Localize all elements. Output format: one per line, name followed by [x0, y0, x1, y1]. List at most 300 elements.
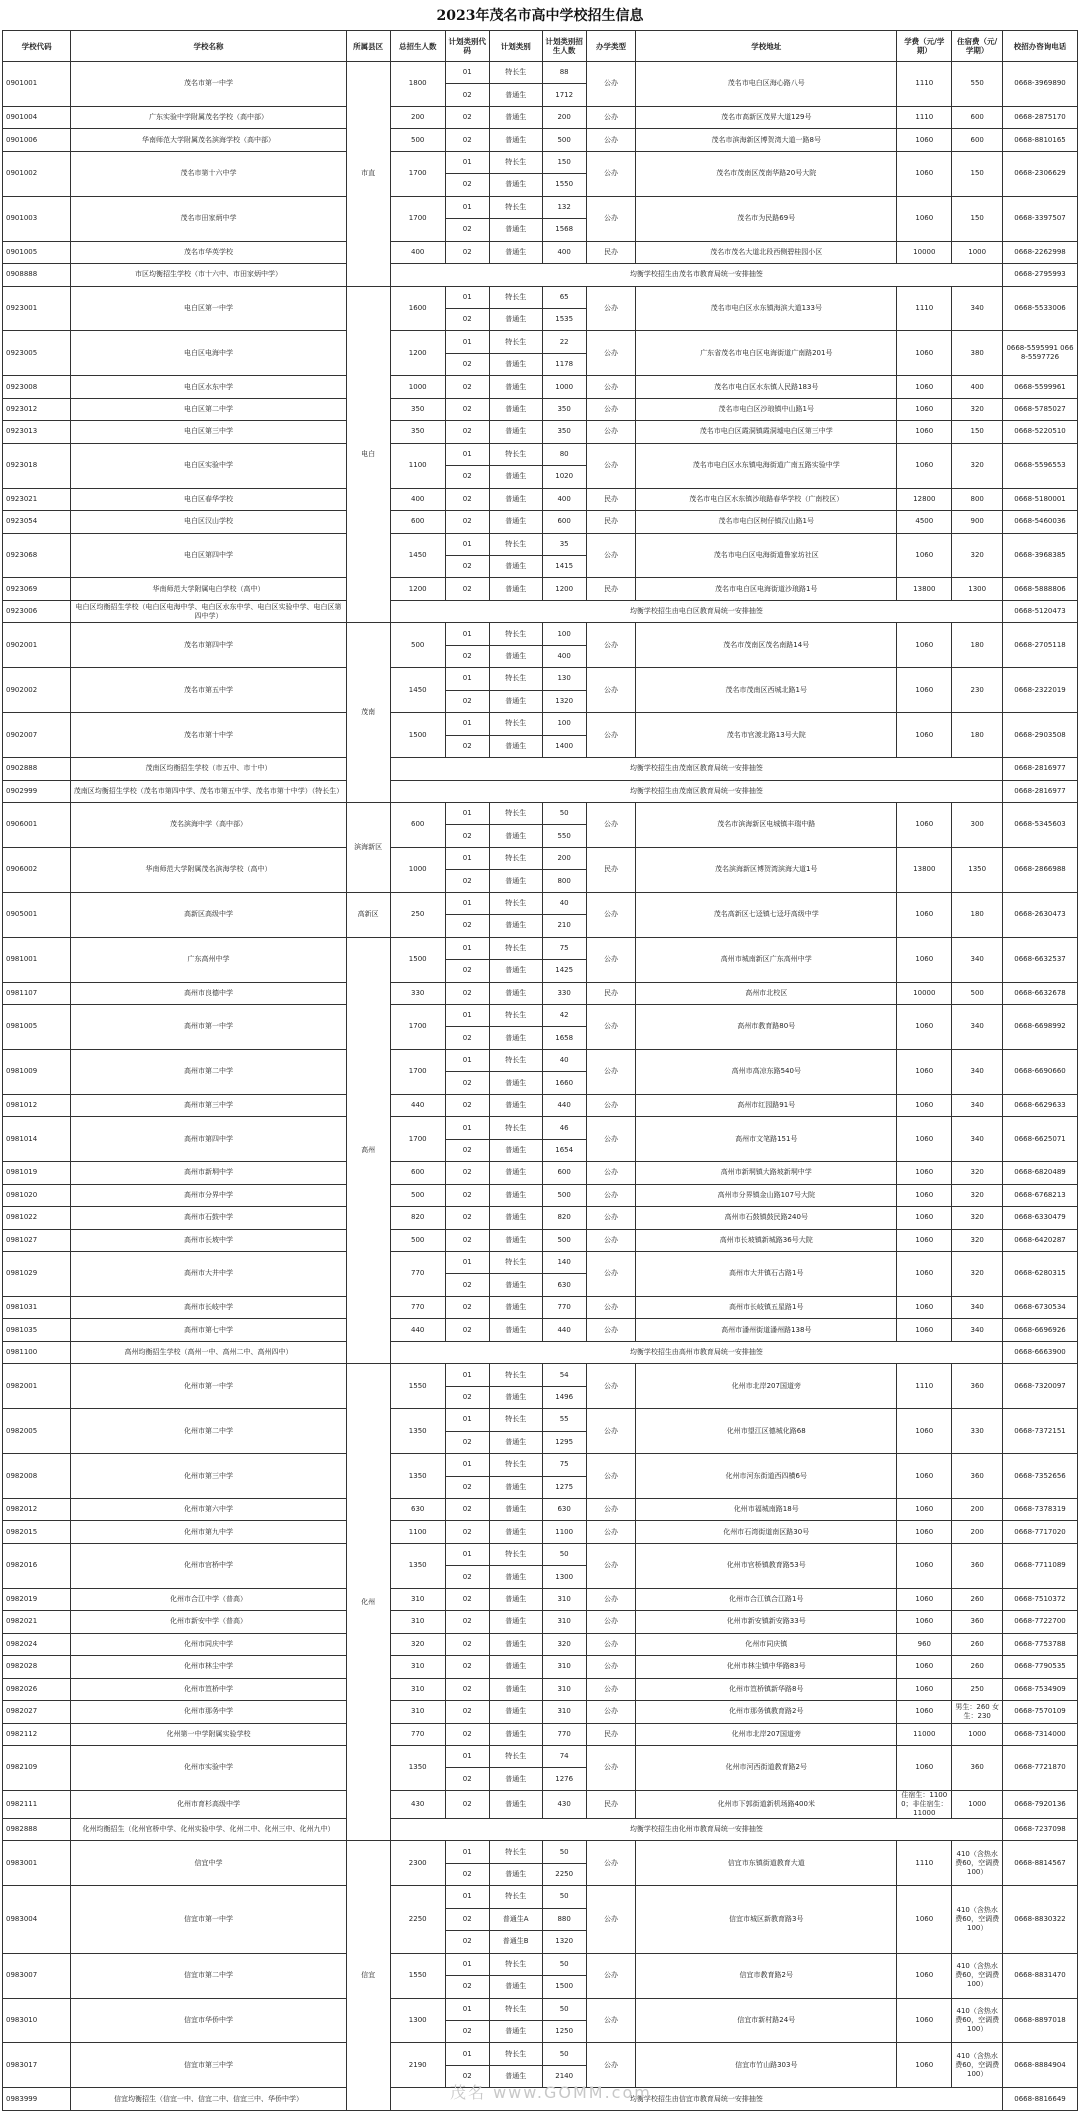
- school-code: 0982012: [3, 1499, 71, 1521]
- plan-category: 特长生: [489, 2043, 542, 2065]
- school-type: 公办: [586, 1409, 636, 1454]
- school-name: 电白区第一中学: [71, 286, 346, 331]
- plan-code: 02: [445, 960, 489, 982]
- school-name: 化州市官桥中学: [71, 1543, 346, 1588]
- school-type: 民办: [586, 511, 636, 533]
- phone-cell: 0668-6730534: [1003, 1296, 1078, 1318]
- tuition-fee: 960: [897, 1633, 952, 1655]
- total-enrollment: 500: [390, 1184, 445, 1206]
- total-enrollment: 820: [390, 1207, 445, 1229]
- total-enrollment: 310: [390, 1678, 445, 1700]
- tuition-fee: 1060: [897, 2043, 952, 2088]
- total-enrollment: 310: [390, 1656, 445, 1678]
- school-type: 公办: [586, 1454, 636, 1499]
- plan-category: 普通生: [489, 129, 542, 151]
- plan-category: 普通生: [489, 578, 542, 600]
- plan-count: 50: [542, 1953, 586, 1975]
- phone-cell: 0668-6632537: [1003, 937, 1078, 982]
- school-address: 茂名市电白区海心路八号: [636, 62, 897, 107]
- school-type: 公办: [586, 1364, 636, 1409]
- school-type: 民办: [586, 1723, 636, 1745]
- table-row: [3, 1184, 1078, 1206]
- school-type: 公办: [586, 1611, 636, 1633]
- school-type: 公办: [586, 1886, 636, 1953]
- plan-code: 01: [445, 331, 489, 353]
- school-type: 公办: [586, 331, 636, 376]
- plan-category: 普通生: [489, 421, 542, 443]
- dorm-fee: 800: [952, 488, 1003, 510]
- plan-count: 310: [542, 1678, 586, 1700]
- plan-code: 02: [445, 1701, 489, 1723]
- school-address: 化州市新安镇新安路33号: [636, 1611, 897, 1633]
- school-code: 0982026: [3, 1678, 71, 1700]
- school-address: 高州市城南新区广东高州中学: [636, 937, 897, 982]
- dorm-fee: 260: [952, 1588, 1003, 1610]
- plan-count: 1496: [542, 1386, 586, 1408]
- plan-code: 01: [445, 1049, 489, 1071]
- table-row: [3, 196, 1078, 218]
- table-row: [3, 1117, 1078, 1139]
- tuition-fee: 1060: [897, 1005, 952, 1050]
- table-row: [3, 1454, 1078, 1476]
- plan-count: 630: [542, 1499, 586, 1521]
- plan-code: 02: [445, 84, 489, 106]
- plan-category: 普通生: [489, 690, 542, 712]
- dorm-fee: 340: [952, 1094, 1003, 1116]
- table-row: [3, 713, 1078, 735]
- tuition-fee: 1060: [897, 1588, 952, 1610]
- dorm-fee: 150: [952, 196, 1003, 241]
- plan-category: 普通生: [489, 1566, 542, 1588]
- plan-code: 02: [445, 511, 489, 533]
- school-code: 0905001: [3, 892, 71, 937]
- total-enrollment: 1200: [390, 331, 445, 376]
- plan-category: 普通生: [489, 1678, 542, 1700]
- total-enrollment: 250: [390, 892, 445, 937]
- tuition-fee: 1060: [897, 421, 952, 443]
- phone-cell: 0668-7717020: [1003, 1521, 1078, 1543]
- school-address: 茂名市电白区水东镇沙琅路春华学校（广南校区）: [636, 488, 897, 510]
- school-name: 高州市第七中学: [71, 1319, 346, 1341]
- plan-code: 01: [445, 1409, 489, 1431]
- plan-code: 02: [445, 1976, 489, 1998]
- plan-count: 22: [542, 331, 586, 353]
- dorm-fee: 340: [952, 937, 1003, 982]
- plan-count: 35: [542, 533, 586, 555]
- school-code: 0901001: [3, 62, 71, 107]
- school-address: 茂名市为民路69号: [636, 196, 897, 241]
- column-header: 所属县区: [346, 31, 390, 62]
- school-code: 0902001: [3, 623, 71, 668]
- column-header: 校招办咨询电话: [1003, 31, 1078, 62]
- school-type: 公办: [586, 1162, 636, 1184]
- school-code: 0901003: [3, 196, 71, 241]
- phone-cell: 0668-2630473: [1003, 892, 1078, 937]
- phone-cell: 0668-6696926: [1003, 1319, 1078, 1341]
- tuition-fee: 1060: [897, 1117, 952, 1162]
- phone-cell: 0668-8897018: [1003, 1998, 1078, 2043]
- school-address: 茂名市电白区水东镇海滨大道133号: [636, 286, 897, 331]
- plan-category: 特长生: [489, 1745, 542, 1767]
- dorm-fee: 360: [952, 1454, 1003, 1499]
- tuition-fee: 1060: [897, 1184, 952, 1206]
- plan-count: 500: [542, 1184, 586, 1206]
- plan-category: 普通生: [489, 1633, 542, 1655]
- table-row: [3, 1341, 1078, 1363]
- plan-count: 54: [542, 1364, 586, 1386]
- plan-category: 普通生: [489, 1386, 542, 1408]
- plan-code: 02: [445, 174, 489, 196]
- table-row: [3, 982, 1078, 1004]
- table-row: [3, 264, 1078, 286]
- tuition-fee: 1060: [897, 1229, 952, 1251]
- table-row: [3, 1162, 1078, 1184]
- plan-count: 600: [542, 511, 586, 533]
- table-body: [3, 62, 1078, 2111]
- plan-code: 02: [445, 982, 489, 1004]
- tuition-fee: 1060: [897, 1998, 952, 2043]
- plan-category: 普通生: [489, 1319, 542, 1341]
- plan-category: 特长生: [489, 1886, 542, 1908]
- plan-category: 普通生: [489, 1976, 542, 1998]
- plan-category: 普通生: [489, 1863, 542, 1885]
- school-name: 广东实验中学附属茂名学校（高中部）: [71, 106, 346, 128]
- plan-category: 普通生: [489, 1229, 542, 1251]
- school-code: 0923054: [3, 511, 71, 533]
- plan-category: 普通生: [489, 1656, 542, 1678]
- phone-cell: 0668-6625071: [1003, 1117, 1078, 1162]
- school-name: 高州市新垌中学: [71, 1162, 346, 1184]
- table-row: [3, 1656, 1078, 1678]
- lottery-note: 均衡学校招生由化州市教育局统一安排抽签: [390, 1818, 1002, 1840]
- school-code: 0981009: [3, 1049, 71, 1094]
- plan-count: 350: [542, 421, 586, 443]
- plan-code: 02: [445, 466, 489, 488]
- plan-category: 特长生: [489, 331, 542, 353]
- dorm-fee: 600: [952, 129, 1003, 151]
- tuition-fee: 1060: [897, 668, 952, 713]
- tuition-fee: 1060: [897, 1701, 952, 1723]
- plan-category: 特长生: [489, 937, 542, 959]
- plan-code: 01: [445, 1252, 489, 1274]
- school-type: 公办: [586, 1678, 636, 1700]
- school-type: 公办: [586, 623, 636, 668]
- tuition-fee: 1060: [897, 376, 952, 398]
- total-enrollment: 1450: [390, 668, 445, 713]
- plan-code: 01: [445, 286, 489, 308]
- plan-code: 01: [445, 196, 489, 218]
- dorm-fee: 150: [952, 421, 1003, 443]
- school-address: 高州市长岐镇五星路1号: [636, 1296, 897, 1318]
- school-address: 高州市分界镇金山路107号大院: [636, 1184, 897, 1206]
- school-code: 0981100: [3, 1341, 71, 1363]
- plan-count: 75: [542, 937, 586, 959]
- tuition-fee: 1060: [897, 196, 952, 241]
- phone-cell: 0668-6420287: [1003, 1229, 1078, 1251]
- plan-count: 1276: [542, 1768, 586, 1790]
- school-code: 0982021: [3, 1611, 71, 1633]
- total-enrollment: 350: [390, 421, 445, 443]
- table-row: [3, 1745, 1078, 1767]
- table-row: [3, 1207, 1078, 1229]
- plan-code: 01: [445, 668, 489, 690]
- plan-code: 02: [445, 1229, 489, 1251]
- dorm-fee: 180: [952, 623, 1003, 668]
- school-name: 化州市第一中学: [71, 1364, 346, 1409]
- school-code: 0901004: [3, 106, 71, 128]
- school-type: 公办: [586, 937, 636, 982]
- table-row: [3, 1252, 1078, 1274]
- plan-category: 普通生: [489, 1072, 542, 1094]
- plan-count: 1425: [542, 960, 586, 982]
- total-enrollment: 770: [390, 1723, 445, 1745]
- school-address: 茂名市电白区沙琅镇中山路1号: [636, 398, 897, 420]
- table-row: [3, 1633, 1078, 1655]
- school-type: 公办: [586, 376, 636, 398]
- plan-count: 2250: [542, 1863, 586, 1885]
- plan-code: 02: [445, 735, 489, 757]
- school-type: 公办: [586, 1252, 636, 1297]
- plan-count: 820: [542, 1207, 586, 1229]
- table-row: [3, 106, 1078, 128]
- phone-cell: 0668-7314000: [1003, 1723, 1078, 1745]
- dorm-fee: 1300: [952, 578, 1003, 600]
- tuition-fee: 1060: [897, 1207, 952, 1229]
- plan-count: 880: [542, 1908, 586, 1930]
- plan-count: 100: [542, 623, 586, 645]
- plan-category: 普通生: [489, 2065, 542, 2087]
- school-type: 公办: [586, 1094, 636, 1116]
- plan-count: 1100: [542, 1521, 586, 1543]
- phone-cell: 0668-7711089: [1003, 1543, 1078, 1588]
- school-address: 高州市石鼓镇鼓民路240号: [636, 1207, 897, 1229]
- table-row: [3, 1790, 1078, 1818]
- school-name: 华南师范大学附属电白学校（高中）: [71, 578, 346, 600]
- plan-category: 普通生: [489, 466, 542, 488]
- school-name: 电白区春华学校: [71, 488, 346, 510]
- tuition-fee: 1110: [897, 286, 952, 331]
- school-code: 0901002: [3, 151, 71, 196]
- phone-cell: 0668-5533006: [1003, 286, 1078, 331]
- total-enrollment: 500: [390, 623, 445, 668]
- total-enrollment: 1500: [390, 713, 445, 758]
- school-name: 高州市第二中学: [71, 1049, 346, 1094]
- phone-cell: 0668-2875170: [1003, 106, 1078, 128]
- plan-count: 50: [542, 2043, 586, 2065]
- school-name: 电白区汉山学校: [71, 511, 346, 533]
- dorm-fee: 250: [952, 1678, 1003, 1700]
- table-row: [3, 600, 1078, 622]
- school-code: 0982109: [3, 1745, 71, 1790]
- school-code: 0981029: [3, 1252, 71, 1297]
- plan-count: 50: [542, 1886, 586, 1908]
- plan-count: 140: [542, 1252, 586, 1274]
- school-code: 0982005: [3, 1409, 71, 1454]
- school-address: 化州市下郭街道新机场路400米: [636, 1790, 897, 1818]
- plan-count: 100: [542, 713, 586, 735]
- school-code: 0981031: [3, 1296, 71, 1318]
- school-address: 茂名市茂南区西城北路1号: [636, 668, 897, 713]
- school-address: 广东省茂名市电白区电海街道广南路201号: [636, 331, 897, 376]
- phone-cell: 0668-3397507: [1003, 196, 1078, 241]
- school-address: 信宜市教育路2号: [636, 1953, 897, 1998]
- plan-category: 普通生: [489, 1476, 542, 1498]
- school-code: 0982016: [3, 1543, 71, 1588]
- plan-count: 1500: [542, 1976, 586, 1998]
- plan-code: 02: [445, 1027, 489, 1049]
- phone-cell: 0668-7510372: [1003, 1588, 1078, 1610]
- plan-code: 01: [445, 847, 489, 869]
- school-address: 化州市林尘镇中华路83号: [636, 1656, 897, 1678]
- phone-cell: 0668-2322019: [1003, 668, 1078, 713]
- phone-cell: 0668-6330479: [1003, 1207, 1078, 1229]
- school-address: 茂名滨海新区博贺湾滨海大道1号: [636, 847, 897, 892]
- table-row: [3, 1588, 1078, 1610]
- total-enrollment: 2300: [390, 1841, 445, 1886]
- school-type: 公办: [586, 1841, 636, 1886]
- tuition-fee: 1060: [897, 1886, 952, 1953]
- total-enrollment: 600: [390, 1162, 445, 1184]
- plan-count: 50: [542, 802, 586, 824]
- dorm-fee: 260: [952, 1633, 1003, 1655]
- school-type: 公办: [586, 1184, 636, 1206]
- plan-count: 74: [542, 1745, 586, 1767]
- phone-cell: 0668-3968385: [1003, 533, 1078, 578]
- school-name: 化州市合江中学（普高）: [71, 1588, 346, 1610]
- school-address: 高州市北校区: [636, 982, 897, 1004]
- tuition-fee: 1060: [897, 892, 952, 937]
- table-row: [3, 780, 1078, 802]
- school-name: 茂南区均衡招生学校（茂名市第四中学、茂名市第五中学、茂名市第十中学）（特长生）: [71, 780, 346, 802]
- school-address: 茂名市电白区电海街道鲁家坊社区: [636, 533, 897, 578]
- school-type: 公办: [586, 533, 636, 578]
- watermark-logo: 茂名 www.GOMM.com: [450, 2083, 652, 2102]
- plan-count: 65: [542, 286, 586, 308]
- plan-category: 普通生: [489, 1027, 542, 1049]
- school-type: 公办: [586, 151, 636, 196]
- tuition-fee: 1060: [897, 1656, 952, 1678]
- plan-count: 1020: [542, 466, 586, 488]
- school-name: 广东高州中学: [71, 937, 346, 982]
- plan-code: 02: [445, 219, 489, 241]
- total-enrollment: 310: [390, 1611, 445, 1633]
- school-name: 高州市第三中学: [71, 1094, 346, 1116]
- plan-count: 1320: [542, 690, 586, 712]
- school-code: 0908888: [3, 264, 71, 286]
- table-row: [3, 1364, 1078, 1386]
- school-address: 化州市笪桥镇新华路8号: [636, 1678, 897, 1700]
- school-name: 高州市分界中学: [71, 1184, 346, 1206]
- school-type: 公办: [586, 1005, 636, 1050]
- plan-category: 特长生: [489, 847, 542, 869]
- plan-count: 200: [542, 847, 586, 869]
- total-enrollment: 1100: [390, 1521, 445, 1543]
- phone-cell: 0668-7378319: [1003, 1499, 1078, 1521]
- plan-count: 1550: [542, 174, 586, 196]
- plan-category: 特长生: [489, 1454, 542, 1476]
- plan-count: 50: [542, 1998, 586, 2020]
- school-address: 高州市潘州街道潘州路138号: [636, 1319, 897, 1341]
- plan-count: 1400: [542, 735, 586, 757]
- total-enrollment: 1000: [390, 376, 445, 398]
- plan-category: 特长生: [489, 286, 542, 308]
- school-name: 茂名滨海中学（高中部）: [71, 802, 346, 847]
- school-name: 信宜市第二中学: [71, 1953, 346, 1998]
- school-type: 民办: [586, 982, 636, 1004]
- school-address: 化州市福城南路18号: [636, 1499, 897, 1521]
- plan-code: 02: [445, 129, 489, 151]
- phone-cell: 0668-2262998: [1003, 241, 1078, 263]
- school-type: 公办: [586, 1998, 636, 2043]
- table-row: [3, 1543, 1078, 1565]
- document-title: 2023年茂名市高中学校招生信息: [436, 8, 644, 24]
- table-row: [3, 1841, 1078, 1863]
- school-address: 茂名高新区七迳镇七迳圩高级中学: [636, 892, 897, 937]
- plan-category: 普通生: [489, 376, 542, 398]
- total-enrollment: 1350: [390, 1543, 445, 1588]
- school-address: 信宜市竹山路303号: [636, 2043, 897, 2088]
- school-type: 公办: [586, 398, 636, 420]
- school-type: 公办: [586, 196, 636, 241]
- plan-code: 01: [445, 1543, 489, 1565]
- school-code: 0982027: [3, 1701, 71, 1723]
- school-type: 公办: [586, 286, 636, 331]
- plan-code: 02: [445, 1094, 489, 1116]
- plan-category: 普通生: [489, 219, 542, 241]
- dorm-fee: 320: [952, 1184, 1003, 1206]
- school-address: 高州市长坡镇新城路36号大院: [636, 1229, 897, 1251]
- table-row: [3, 151, 1078, 173]
- school-code: 0981107: [3, 982, 71, 1004]
- plan-code: 02: [445, 398, 489, 420]
- plan-category: 普通生: [489, 84, 542, 106]
- total-enrollment: 1550: [390, 1953, 445, 1998]
- school-address: 茂名市茂名大道北段西侧碧桂园小区: [636, 241, 897, 263]
- school-name: 电白区水东中学: [71, 376, 346, 398]
- plan-count: 50: [542, 1841, 586, 1863]
- school-address: 信宜市城区新教育路3号: [636, 1886, 897, 1953]
- plan-code: 02: [445, 1521, 489, 1543]
- plan-category: 普通生: [489, 1274, 542, 1296]
- plan-category: 特长生: [489, 1252, 542, 1274]
- school-type: 公办: [586, 668, 636, 713]
- plan-category: 普通生: [489, 174, 542, 196]
- plan-category: 特长生: [489, 668, 542, 690]
- plan-category: 普通生: [489, 241, 542, 263]
- phone-cell: 0668-8810165: [1003, 129, 1078, 151]
- dorm-fee: 320: [952, 533, 1003, 578]
- plan-category: 普通生A: [489, 1908, 542, 1930]
- plan-code: 01: [445, 937, 489, 959]
- table-row: [3, 1499, 1078, 1521]
- plan-count: 130: [542, 668, 586, 690]
- tuition-fee: 1060: [897, 1499, 952, 1521]
- plan-category: 普通生: [489, 645, 542, 667]
- phone-cell: 0668-6632678: [1003, 982, 1078, 1004]
- plan-category: 普通生: [489, 1723, 542, 1745]
- phone-cell: 0668-7920136: [1003, 1790, 1078, 1818]
- school-address: 化州市望江区德城化路68: [636, 1409, 897, 1454]
- district-cell: 茂南: [346, 623, 390, 803]
- table-row: [3, 1521, 1078, 1543]
- total-enrollment: 1000: [390, 847, 445, 892]
- district-cell: 市直: [346, 62, 390, 287]
- plan-category: 普通生: [489, 555, 542, 577]
- school-name: 电白区第二中学: [71, 398, 346, 420]
- school-name: 化州市第二中学: [71, 1409, 346, 1454]
- column-header: 计划类别招生人数: [542, 31, 586, 62]
- dorm-fee: 320: [952, 1207, 1003, 1229]
